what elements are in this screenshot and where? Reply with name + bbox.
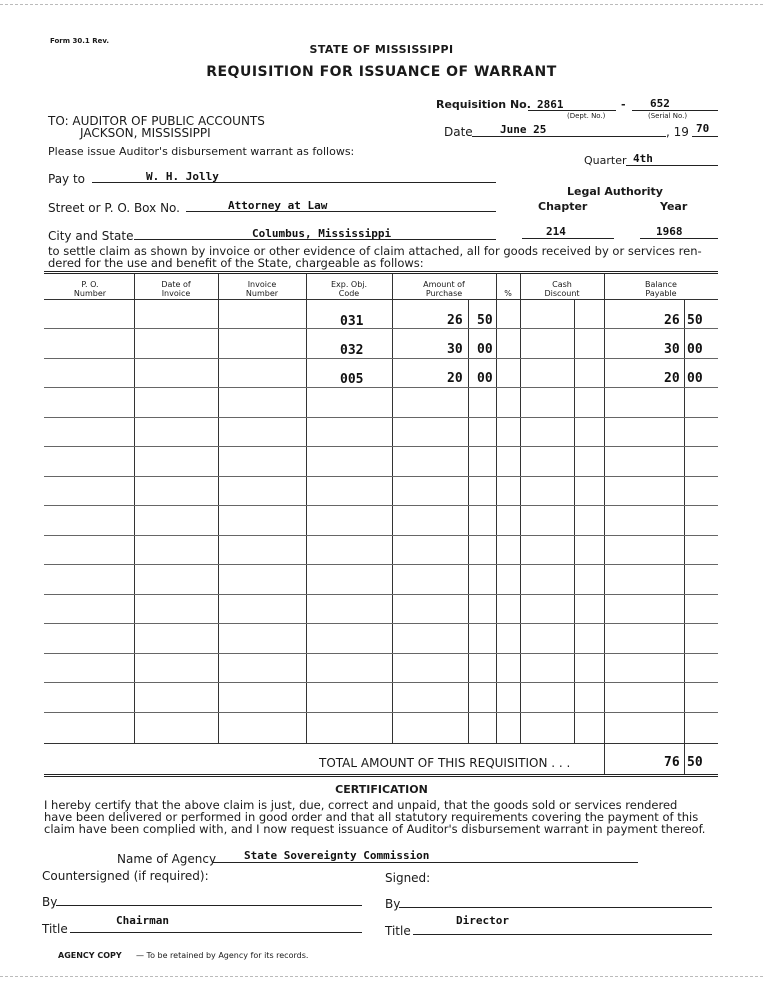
row1-amount-dollars[interactable]: 26: [447, 313, 463, 328]
pay-to-label: Pay to: [48, 172, 86, 186]
table-header-rule: [44, 299, 718, 300]
row-rule: [44, 535, 718, 536]
agency-label: Name of Agency: [117, 852, 217, 866]
right-title-label: Title: [385, 924, 411, 938]
agency-line: [212, 862, 638, 863]
row-rule: [44, 387, 718, 388]
city-value[interactable]: Columbus, Mississippi: [252, 227, 392, 240]
total-cents[interactable]: 50: [687, 755, 703, 770]
state-heading: STATE OF MISSISSIPPI: [309, 43, 454, 56]
chapter-value[interactable]: 214: [546, 225, 566, 238]
table-bottom-rule: [44, 743, 718, 744]
dept-no-caption: (Dept. No.): [567, 112, 606, 120]
certification-line3: claim have been complied with, and I now request issuance of Auditor's disbursement warrant in payment thereof.: [44, 822, 706, 836]
requisition-label: Requisition No.: [436, 98, 531, 111]
requisition-dash: -: [621, 98, 626, 111]
row-rule: [44, 712, 718, 713]
agency-value[interactable]: State Sovereignty Commission: [244, 849, 430, 862]
legal-year-label: Year: [660, 200, 688, 213]
col-divider: [604, 274, 605, 774]
addressee-line2: JACKSON, MISSISSIPPI: [80, 126, 211, 140]
row-rule: [44, 476, 718, 477]
col-divider: [306, 274, 307, 744]
row3-balance-cents[interactable]: 00: [687, 371, 703, 386]
left-title-label: Title: [42, 922, 68, 936]
col-divider: [392, 274, 393, 744]
right-by-label: By: [385, 897, 401, 911]
countersigned-label: Countersigned (if required):: [42, 869, 209, 883]
row2-balance-cents[interactable]: 00: [687, 342, 703, 357]
row3-exp-code[interactable]: 005: [340, 372, 364, 387]
total-dollars[interactable]: 76: [664, 755, 680, 770]
bottom-perforation: [0, 976, 763, 977]
left-title-line: [70, 932, 362, 933]
date-line: [472, 136, 666, 137]
row-rule: [44, 328, 718, 329]
table-top-rule: [44, 271, 718, 272]
street-label: Street or P. O. Box No.: [48, 201, 180, 215]
col-divider: [520, 274, 521, 744]
row2-exp-code[interactable]: 032: [340, 343, 364, 358]
col-header-po: P. O. Number: [73, 280, 107, 298]
row-rule: [44, 682, 718, 683]
row1-exp-code[interactable]: 031: [340, 314, 364, 329]
year-line: [692, 136, 718, 137]
serial-no-caption: (Serial No.): [648, 112, 688, 120]
row-rule: [44, 653, 718, 654]
col-header-cash-discount: Cash Discount: [544, 280, 580, 298]
agency-copy-note: — To be retained by Agency for its records.: [136, 951, 309, 960]
col-cents-divider: [684, 300, 685, 774]
certification-line2: have been delivered or performed in good order and that all statutory requirements covering the payment of this: [44, 810, 699, 824]
legal-year-line: [640, 238, 718, 239]
table-top-rule-2: [44, 273, 718, 274]
row3-amount-dollars[interactable]: 20: [447, 371, 463, 386]
legal-year-value[interactable]: 1968: [656, 225, 683, 238]
legal-authority-heading: Legal Authority: [567, 185, 663, 198]
col-divider: [496, 274, 497, 744]
col-header-date: Date of Invoice: [161, 280, 191, 298]
row-rule: [44, 446, 718, 447]
issue-instruction: Please issue Auditor's disbursement warrant as follows:: [48, 145, 355, 158]
row1-amount-cents[interactable]: 50: [477, 313, 493, 328]
col-header-invoice: Invoice Number: [245, 280, 279, 298]
row1-balance-cents[interactable]: 50: [687, 313, 703, 328]
year-prefix: , 19: [666, 125, 689, 139]
serial-no-line: [632, 110, 718, 111]
row-rule: [44, 417, 718, 418]
row2-balance-dollars[interactable]: 30: [664, 342, 680, 357]
chapter-line: [522, 238, 614, 239]
date-value[interactable]: June 25: [500, 123, 547, 136]
row-rule: [44, 564, 718, 565]
left-by-label: By: [42, 895, 58, 909]
row2-amount-cents[interactable]: 00: [477, 342, 493, 357]
agency-copy-label: AGENCY COPY: [58, 951, 122, 960]
signed-label: Signed:: [385, 871, 431, 885]
total-rule-2: [44, 776, 718, 777]
col-header-balance: Balance Payable: [645, 280, 677, 298]
col-header-percent: %: [504, 289, 512, 298]
total-rule: [44, 774, 718, 775]
serial-no-value[interactable]: 652: [650, 97, 670, 110]
col-divider: [218, 274, 219, 744]
col-cents-divider: [468, 300, 469, 744]
col-cents-divider: [574, 300, 575, 744]
quarter-line: [626, 165, 718, 166]
left-title-value[interactable]: Chairman: [116, 914, 169, 927]
right-by-line[interactable]: [399, 907, 712, 908]
row1-balance-dollars[interactable]: 26: [664, 313, 680, 328]
form-title: REQUISITION FOR ISSUANCE OF WARRANT: [206, 64, 557, 80]
form-number: Form 30.1 Rev.: [50, 37, 109, 45]
left-by-line[interactable]: [56, 905, 362, 906]
quarter-label: Quarter: [584, 154, 627, 167]
row-rule: [44, 594, 718, 595]
right-title-line: [413, 934, 712, 935]
row2-amount-dollars[interactable]: 30: [447, 342, 463, 357]
date-label: Date: [444, 125, 473, 139]
city-label: City and State: [48, 229, 134, 243]
addressee-line1: TO: AUDITOR OF PUBLIC ACCOUNTS: [48, 114, 265, 128]
col-header-exp-code: Exp. Obj. Code: [330, 280, 368, 298]
quarter-value[interactable]: 4th: [633, 152, 653, 165]
row-rule: [44, 623, 718, 624]
street-value[interactable]: Attorney at Law: [228, 199, 328, 212]
right-title-value[interactable]: Director: [456, 914, 509, 927]
total-label: TOTAL AMOUNT OF THIS REQUISITION . . .: [319, 756, 571, 770]
year-value[interactable]: 70: [696, 122, 710, 135]
dept-no-value[interactable]: 2861: [537, 98, 564, 111]
row3-amount-cents[interactable]: 00: [477, 371, 493, 386]
certification-heading: CERTIFICATION: [335, 783, 428, 796]
col-header-amount: Amount of Purchase: [423, 280, 465, 298]
top-perforation: [0, 4, 763, 5]
certification-line1: I hereby certify that the above claim is just, due, correct and unpaid, that the goods sold or services rendered: [44, 798, 678, 812]
chapter-label: Chapter: [538, 200, 588, 213]
pay-to-value[interactable]: W. H. Jolly: [146, 170, 219, 183]
row3-balance-dollars[interactable]: 20: [664, 371, 680, 386]
row-rule: [44, 505, 718, 506]
col-divider: [134, 274, 135, 744]
settle-text-line1: to settle claim as shown by invoice or other evidence of claim attached, all for goods received by or services ren-: [48, 244, 702, 258]
row-rule: [44, 358, 718, 359]
settle-text-line2: dered for the use and benefit of the State, chargeable as follows:: [48, 256, 424, 270]
